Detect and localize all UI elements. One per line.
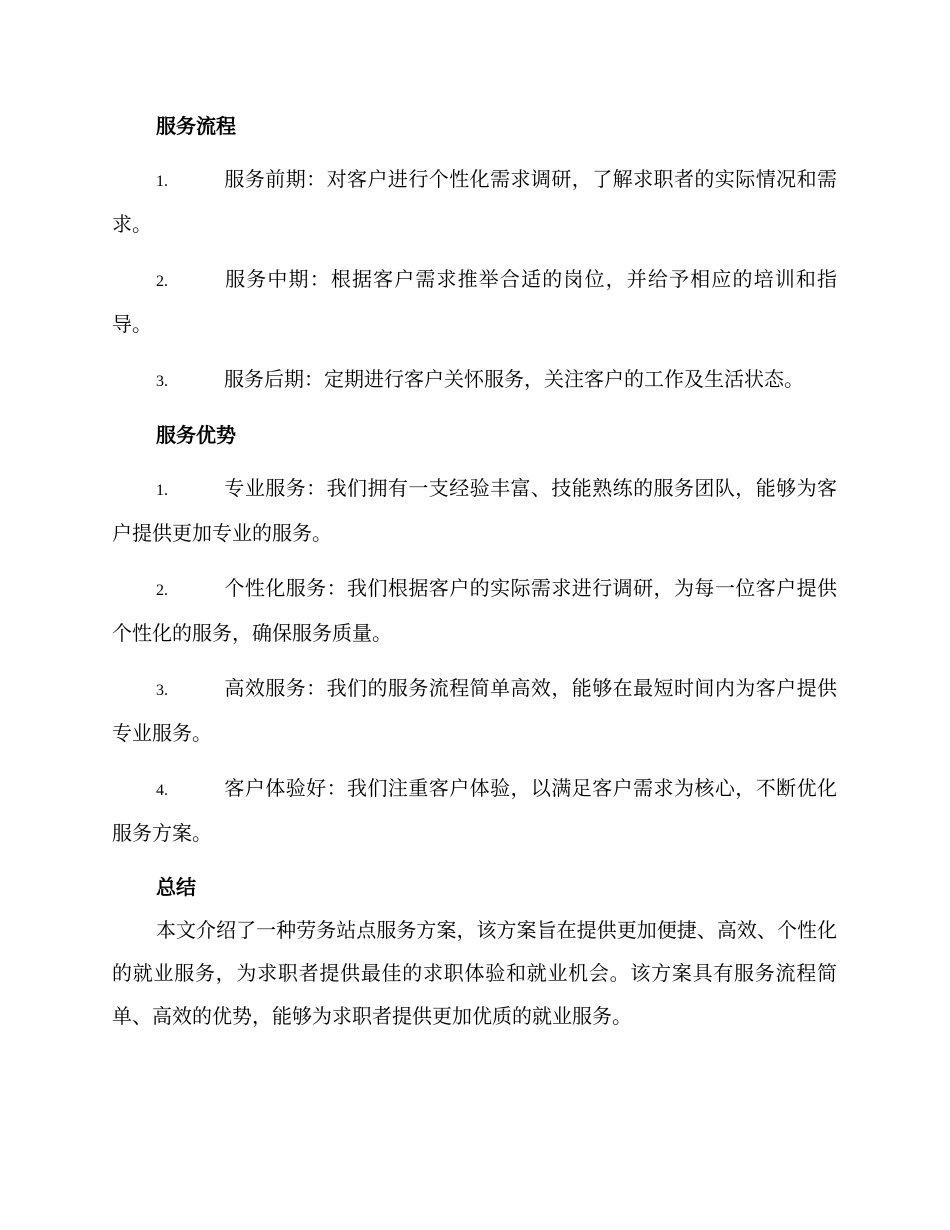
section-summary (112, 867, 837, 1038)
section-heading: 总结 (156, 875, 196, 899)
list-item-text: 高效服务：我们的服务流程简单高效，能够在最短时间内为客户提供专业服务。 (112, 676, 837, 745)
summary-paragraph: 本文介绍了一种劳务站点服务方案，该方案旨在提供更加便捷、高效、个性化的就业服务，为求职者提供最佳的求职体验和就业机会。该方案具有服务流程简单、高效的优势，能够为求职者提供更加优质的就业服务。 (112, 918, 837, 1028)
list-item-text: 个性化服务：我们根据客户的实际需求进行调研，为每一位客户提供个性化的服务，确保服务质量。 (112, 576, 837, 645)
list-item (112, 358, 837, 403)
section-heading: 服务流程 (156, 114, 236, 138)
list-item-number: 4. (156, 782, 168, 799)
list-item-text: 服务中期：根据客户需求推举合适的岗位，并给予相应的培训和指导。 (112, 267, 837, 336)
list-item-number: 1. (156, 482, 168, 499)
section-heading: 服务优势 (156, 423, 236, 447)
list-item-number: 2. (156, 582, 168, 599)
list-item (112, 667, 837, 755)
section-service-process (112, 106, 837, 403)
list-item (112, 767, 837, 855)
list-item (112, 567, 837, 655)
list-item-text: 服务前期：对客户进行个性化需求调研，了解求职者的实际情况和需求。 (112, 167, 837, 236)
list-item-number: 3. (156, 682, 168, 699)
list-item (112, 467, 837, 555)
document-body (112, 106, 837, 1038)
list-item-number: 3. (156, 373, 168, 390)
list-item-text: 服务后期：定期进行客户关怀服务，关注客户的工作及生活状态。 (224, 367, 804, 391)
section-service-advantages (112, 415, 837, 855)
list-item-text: 客户体验好：我们注重客户体验，以满足客户需求为核心，不断优化服务方案。 (112, 776, 837, 845)
list-item (112, 158, 837, 246)
list-item-number: 1. (156, 173, 168, 190)
list-item (112, 258, 837, 346)
list-item-number: 2. (156, 273, 168, 290)
list-item-text: 专业服务：我们拥有一支经验丰富、技能熟练的服务团队，能够为客户提供更加专业的服务。 (112, 476, 837, 545)
